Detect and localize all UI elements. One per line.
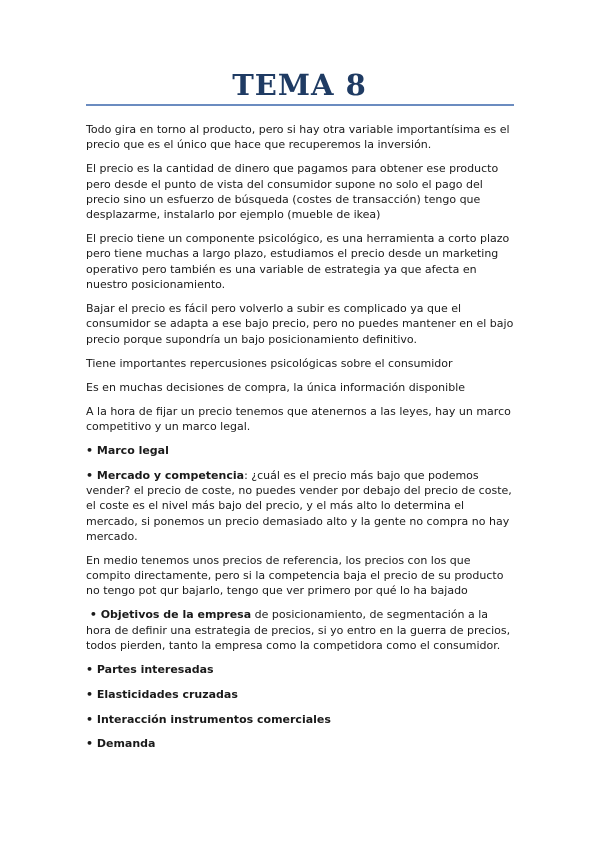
bullet-partes-interesadas [86,662,516,677]
paragraph: Bajar el precio es fácil pero volverlo a subir es complicado ya que el consumidor se adapta a ese bajo precio, pero no puedes mantener en el bajo precio porque supondría un bajo posicionamiento definitivo. [86,302,514,346]
bullet-label: Elasticidades cruzadas [96,687,238,701]
bullet-marker: • [86,712,97,726]
bullet-objetivos-empresa [86,607,516,653]
bullet-marker: • [86,662,97,676]
bullet-marker: • [86,737,97,751]
bullet-label: Demanda [96,737,156,751]
bullet-elasticidades-cruzadas [86,687,516,702]
paragraph: A la hora de fijar un precio tenemos que atenernos a las leyes, hay un marco competitivo y un marco legal. [86,404,511,433]
bullet-label: Marco legal [96,443,169,457]
paragraph: Es en muchas decisiones de compra, la única información disponible [86,380,466,394]
bullet-mercado-competencia [86,468,516,544]
paragraph: Tiene importantes repercusiones psicológicas sobre el consumidor [86,356,453,370]
bullet-text: de posicionamiento, de segmentación a la hora de definir una estrategia de precios, si yo entro en la guerra de precios, todos pierden, tanto la empresa como la competidora como el consumidor. [86,608,511,652]
paragraph: El precio es la cantidad de dinero que pagamos para obtener ese producto pero desde el punto de vista del consumidor supone no solo el pago del precio sino un esfuerzo de búsqueda (costes de transacción) tengo que desplazarme, instalarlo por ejemplo (mueble de ikea) [86,162,499,222]
bullet-text: : ¿cuál es el precio más bajo que podemos vender? el precio de coste, no puedes vender por debajo del precio de coste, el coste es el nivel más bajo del precio, y el más alto lo determina el mercado, si ponemos un precio demasiado alto y la gente no compra no hay mercado. [86,468,512,543]
bullet-marker: • [86,687,97,701]
paragraph: El precio tiene un componente psicológico, es una herramienta a corto plazo pero tiene muchas a largo plazo, estudiamos el precio desde un marketing operativo pero también es una variable de estrategia ya que afecta en nuestro posicionamiento. [86,232,510,292]
bullet-marker: • [86,443,97,457]
bullet-marco-legal [86,443,516,458]
bullet-label: Interacción instrumentos comerciales [96,712,331,726]
document-body [86,122,516,761]
bullet-label: Objetivos de la empresa [100,608,252,622]
bullet-interaccion-instrumentos [86,712,516,727]
bullet-marker: • [86,468,97,482]
paragraph: Todo gira en torno al producto, pero si hay otra variable importantísima es el precio que es el único que hace que recuperemos la inversión. [86,123,510,152]
bullet-label: Mercado y competencia [96,468,245,482]
bullet-marker: • [86,608,101,622]
title-underline [86,104,514,106]
page-title: TEMA 8 [232,68,367,102]
bullet-label: Partes interesadas [96,662,214,676]
bullet-demanda [86,736,516,751]
paragraph: En medio tenemos unos precios de referencia, los precios con los que compito directamente, pero si la competencia baja el precio de su producto no tengo pot qur bajarlo, tengo que ver primero por qué lo ha bajado [86,553,504,598]
